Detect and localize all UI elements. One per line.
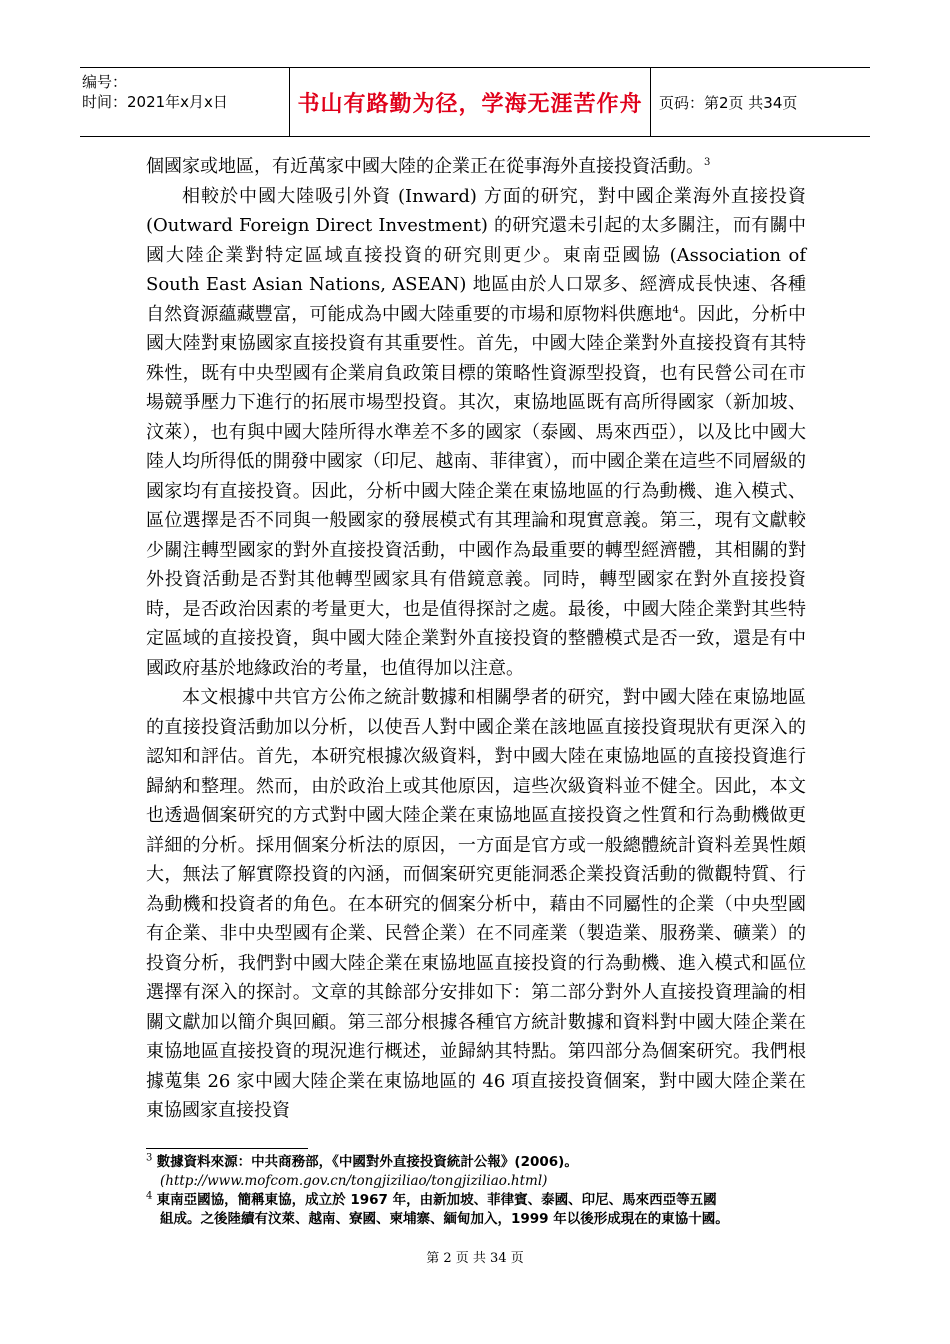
page-footer: 第 2 页 共 34 页 <box>426 1251 524 1266</box>
header-time-label: 时间：2021年x月x日 <box>82 93 228 111</box>
header-meta <box>80 68 290 136</box>
paragraph-1: 個國家或地區，有近萬家中國大陸的企業正在從事海外直接投資活動。$^3$ <box>146 156 711 177</box>
header-motto: 书山有路勤为径，学海无涯苦作舟 <box>290 68 651 136</box>
footnotes <box>146 1153 806 1229</box>
footnote-separator <box>146 1148 308 1149</box>
footnote-3: $^3$ 數據資料來源：中共商務部，《中國對外直接投資統計公報》(2006)。 (http://www.mofcom.gov.cn/tongjiziliao/tongjiziliao.html) <box>146 1152 578 1189</box>
page-header <box>80 67 870 137</box>
footnote-4: $^4$ 東南亞國協，簡稱東協，成立於 1967 年，由新加坡、菲律賓、泰國、印尼、馬來西亞等五國 組成。之後陸續有汶萊、越南、寮國、柬埔寨、緬甸加入，1999 年以後形成現在的東協十國。 <box>146 1190 729 1227</box>
footnote-3-url[interactable]: (http://www.mofcom.gov.cn/tongjiziliao/tongjiziliao.html) <box>160 1173 548 1189</box>
header-number-label: 编号： <box>82 73 128 91</box>
paragraph-3: 本文根據中共官方公佈之統計數據和相關學者的研究，對中國大陸在東協地區的直接投資活動加以分析，以使吾人對中國企業在該地區直接投資現狀有更深入的認知和評估。首先，本研究根據次級資料，對中國大陸在東協地區的直接投資進行歸納和整理。然而，由於政治上或其他原因，這些次級資料並不健全。因此，本文也透過個案研究的方式對中國大陸企業在東協地區直接投資之性質和行為動機做更詳細的分析。採用個案分析法的原因，一方面是官方或一般總體統計資料差異性頗大，無法了解實際投資的內涵，而個案研究更能洞悉企業投資活動的微觀特質、行為動機和投資者的角色。在本研究的個案分析中，藉由不同屬性的企業（中央型國有企業、非中央型國有企業、民營企業）在不同產業（製造業、服務業、礦業）的投資分析，我們對中國大陸企業在東協地區直接投資的行為動機、進入模式和區位選擇有深入的探討。文章的其餘部分安排如下：第二部分對外人直接投資理論的相關文獻加以簡介與回顧。第三部分根據各種官方統計數據和資料對中國大陸企業在東協地區直接投資的現況進行概述，並歸納其特點。第四部分為個案研究。我們根據蒐集 26 家中國大陸企業在東協地區的 46 項直接投資個案，對中國大陸企業在東協國家直接投資 <box>146 687 806 1121</box>
footnote-ref-3[interactable]: 3 <box>704 157 711 168</box>
header-page-info: 页码：第2页 共34页 <box>659 93 798 112</box>
paragraph-2: 相較於中國大陸吸引外資 (Inward) 方面的研究，對中國企業海外直接投資 (Outward Foreign Direct Investment) 的研究還未引起的太多關注，而有關中國大陸企業對特定區域直接投資的研究則更少。東南亞國協 (Association of South East Asian Nations, ASEAN) 地區由於人口眾多、經濟成長快速、各種自然資源蘊藏豐富，可能成為中國大陸重要的市場和原物料供應地$^4$。因此，分析中國大陸對東協國家直接投資有其重要性。首先，中國大陸企業對外直接投資有其特殊性，既有中央型國有企業肩負政策目標的策略性資源型投資，也有民營公司在市場競爭壓力下進行的拓展市場型投資。其次，東協地區既有高所得國家（新加坡、汶萊），也有與中國大陸所得水準差不多的國家（泰國、馬來西亞），以及比中國大陸人均所得低的開發中國家（印尼、越南、菲律賓），而中國企業在這些不同層級的國家均有直接投資。因此，分析中國大陸企業在東協地區的行為動機、進入模式、區位選擇是否不同與一般國家的發展模式有其理論和現實意義。第三，現有文獻較少關注轉型國家的對外直接投資活動，中國作為最重要的轉型經濟體，其相關的對外投資活動是否對其他轉型國家具有借鏡意義。同時，轉型國家在對外直接投資時，是否政治因素的考量更大，也是值得探討之處。最後，中國大陸企業對其些特定區域的直接投資，與中國大陸企業對外直接投資的整體模式是否一致，還是有中國政府基於地緣政治的考量，也值得加以注意。 <box>146 185 806 679</box>
footnote-ref-4[interactable]: 4 <box>672 304 679 316</box>
main-body-text <box>146 152 806 1126</box>
